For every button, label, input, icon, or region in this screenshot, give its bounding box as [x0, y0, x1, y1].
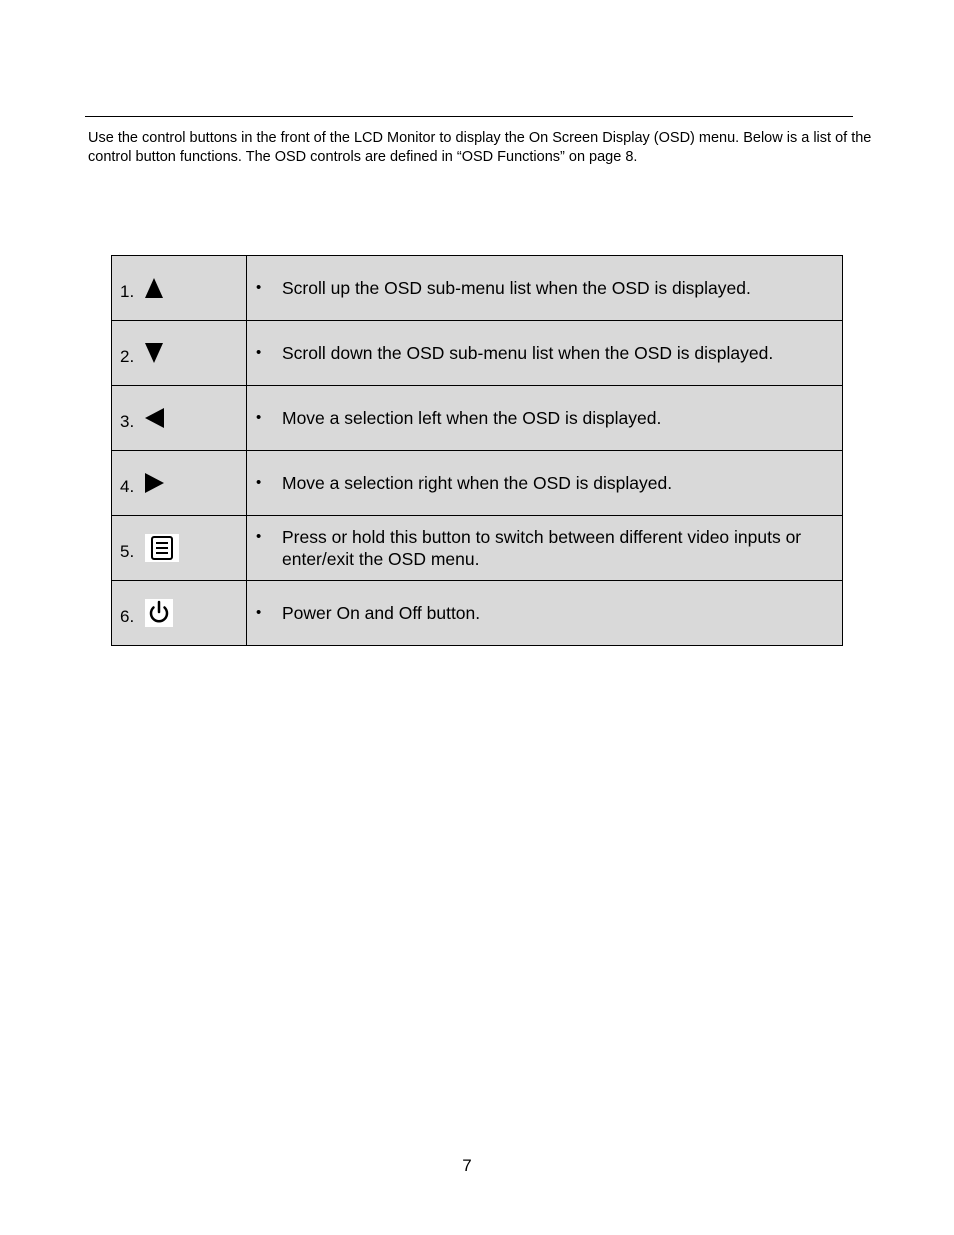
page-number: 7 [462, 1156, 472, 1175]
description-cell [247, 581, 843, 646]
button-description: Move a selection left when the OSD is displayed. [282, 408, 662, 428]
table-row [112, 321, 843, 386]
button-number: 5. [120, 542, 135, 561]
button-number: 4. [120, 477, 135, 496]
table-row [112, 256, 843, 321]
description-cell [247, 321, 843, 386]
button-description: Scroll down the OSD sub-menu list when the OSD is displayed. [282, 343, 774, 363]
bullet: • [256, 344, 262, 361]
button-description: Power On and Off button. [282, 603, 481, 623]
bullet: • [256, 604, 262, 621]
control-buttons-table [111, 255, 843, 646]
key-cell [112, 516, 247, 581]
key-cell [112, 256, 247, 321]
left-triangle-icon [144, 406, 164, 430]
description-cell [247, 256, 843, 321]
key-cell [112, 451, 247, 516]
bullet: • [256, 279, 262, 296]
button-description: Press or hold this button to switch between different video inputs or enter/exit the OSD menu. [282, 527, 802, 569]
down-triangle-icon [144, 341, 164, 365]
description-cell [247, 516, 843, 581]
key-cell [112, 581, 247, 646]
menu-icon [145, 534, 179, 562]
table-row [112, 451, 843, 516]
button-number: 2. [120, 347, 135, 366]
header-rule [85, 116, 853, 117]
button-number: 3. [120, 412, 135, 431]
bullet: • [256, 528, 262, 545]
table-row [112, 386, 843, 451]
power-icon [145, 599, 179, 627]
up-triangle-icon [144, 276, 164, 300]
intro-paragraph: Use the control buttons in the front of the LCD Monitor to display the On Screen Display (OSD) menu. Below is a list of the control button functions. The OSD controls are defined in “OSD Functions” on page 8. [88, 130, 872, 165]
button-number: 1. [120, 282, 135, 301]
table-row [112, 516, 843, 581]
bullet: • [256, 409, 262, 426]
button-number: 6. [120, 607, 135, 626]
description-cell [247, 386, 843, 451]
description-cell [247, 451, 843, 516]
button-description: Move a selection right when the OSD is displayed. [282, 473, 673, 493]
bullet: • [256, 474, 262, 491]
key-cell [112, 386, 247, 451]
table-row [112, 581, 843, 646]
button-description: Scroll up the OSD sub-menu list when the OSD is displayed. [282, 278, 751, 298]
key-cell [112, 321, 247, 386]
right-triangle-icon [144, 471, 164, 495]
